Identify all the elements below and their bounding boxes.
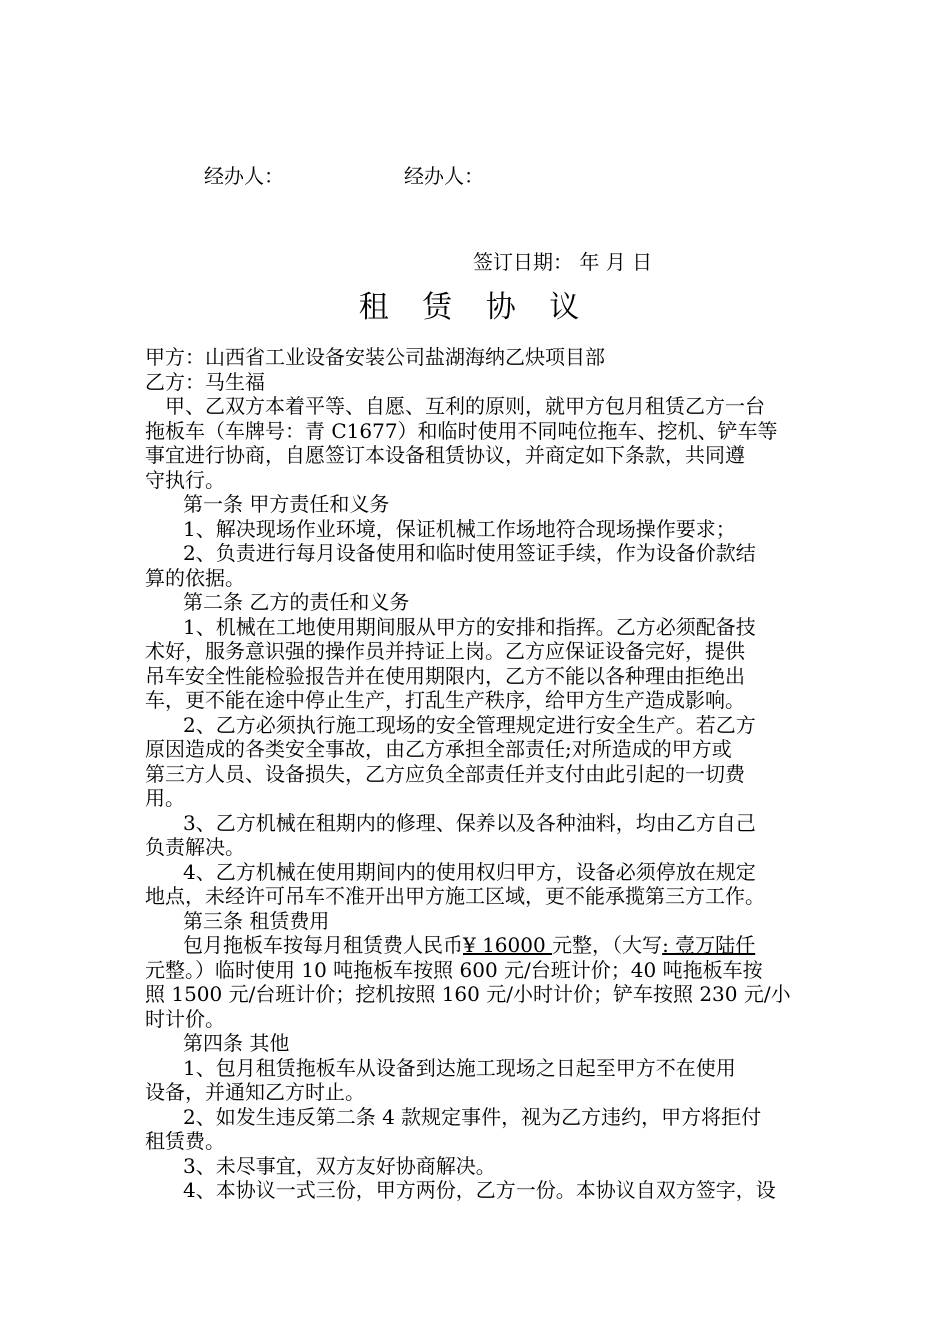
intro-line: 拖板车（车牌号：青 C1677）和临时使用不同吨位拖车、挖机、铲车等 <box>145 418 778 443</box>
article-4-line: 3、未尽事宜，双方友好协商解决。 <box>183 1153 496 1178</box>
article-2-line: 原因造成的各类安全事故，由乙方承担全部责任;对所造成的甲方或 <box>145 737 732 761</box>
article-2-line: 术好，服务意识强的操作员并持证上岗。乙方应保证设备完好，提供 <box>145 639 745 663</box>
article-3-line: 时计价。 <box>145 1006 225 1031</box>
article-3-heading: 第三条 租赁费用 <box>183 908 330 933</box>
article-2-line: 3、乙方机械在租期内的修理、保养以及各种油料，均由乙方自己 <box>183 810 756 835</box>
article-4-line: 设备，并通知乙方时止。 <box>145 1080 365 1104</box>
article-4-heading: 第四条 其他 <box>183 1031 290 1055</box>
article-2-line: 车，更不能在途中停止生产，打乱生产秩序，给甲方生产造成影响。 <box>145 688 745 712</box>
party-a-line: 甲方：山西省工业设备安装公司盐湖海纳乙炔项目部 <box>145 345 605 369</box>
article-2-line: 2、乙方必须执行施工现场的安全管理规定进行安全生产。若乙方 <box>183 712 756 737</box>
intro-line: 守执行。 <box>145 467 225 492</box>
fee-line <box>145 933 835 958</box>
article-1-line: 1、解决现场作业环境，保证机械工作场地符合现场操作要求； <box>183 516 736 541</box>
article-2-line: 地点，未经许可吊车不准开出甲方施工区域，更不能承揽第三方工作。 <box>145 884 765 908</box>
article-2-line: 吊车安全性能检验报告并在使用期限内，乙方不能以各种理由拒绝出 <box>145 663 745 688</box>
article-3-line: 照 1500 元/台班计价；挖机按照 160 元/小时计价；铲车按照 230 元/小 <box>145 982 791 1006</box>
article-2-line: 4、乙方机械在使用期间内的使用权归甲方，设备必须停放在规定 <box>183 859 756 884</box>
article-2-line: 1、机械在工地使用期间服从甲方的安排和指挥。乙方必须配备技 <box>183 614 756 639</box>
article-1-heading: 第一条 甲方责任和义务 <box>183 492 390 516</box>
article-2-heading: 第二条 乙方的责任和义务 <box>183 590 410 614</box>
article-4-line: 2、如发生违反第二条 4 款规定事件，视为乙方违约，甲方将拒付 <box>183 1104 762 1129</box>
party-b-handler-label: 经办人： <box>404 164 484 188</box>
sign-date: 签订日期： 年 月 日 <box>473 250 653 274</box>
intro-line: 事宜进行协商，自愿签订本设备租赁协议，并商定如下条款，共同遵 <box>145 443 745 467</box>
article-2-line: 负责解决。 <box>145 835 245 859</box>
party-a-handler-label: 经办人： <box>204 164 284 188</box>
fee-mid: 元整，（大写 <box>552 933 663 957</box>
article-1-line: 2、负责进行每月设备使用和临时使用签证手续，作为设备价款结 <box>183 541 756 565</box>
document-body <box>145 345 835 1203</box>
intro-line: 甲、乙双方本着平等、自愿、互利的原则，就甲方包月租赁乙方一台 <box>165 394 765 418</box>
document-title: 租 赁 协 议 <box>358 290 592 325</box>
article-2-line: 第三方人员、设备损失，乙方应负全部责任并支付由此引起的一切费 <box>145 761 745 786</box>
fee-amount: ¥ 16000 <box>463 933 553 957</box>
article-1-line: 算的依据。 <box>145 565 245 590</box>
fee-amount-words: : 壹万陆仟 <box>662 933 756 957</box>
article-4-line: 1、包月租赁拖板车从设备到达施工现场之日起至甲方不在使用 <box>183 1055 736 1080</box>
article-4-line: 租赁费。 <box>145 1129 225 1153</box>
article-2-line: 用。 <box>145 786 185 810</box>
article-4-line: 4、本协议一式三份，甲方两份，乙方一份。本协议自双方签字，设 <box>183 1178 776 1202</box>
party-b-line: 乙方：马生福 <box>145 369 265 394</box>
article-3-line: 元整。）临时使用 10 吨拖板车按照 600 元/台班计价；40 吨拖板车按 <box>145 957 763 982</box>
fee-prefix: 包月拖板车按每月租赁费人民币 <box>183 933 463 957</box>
